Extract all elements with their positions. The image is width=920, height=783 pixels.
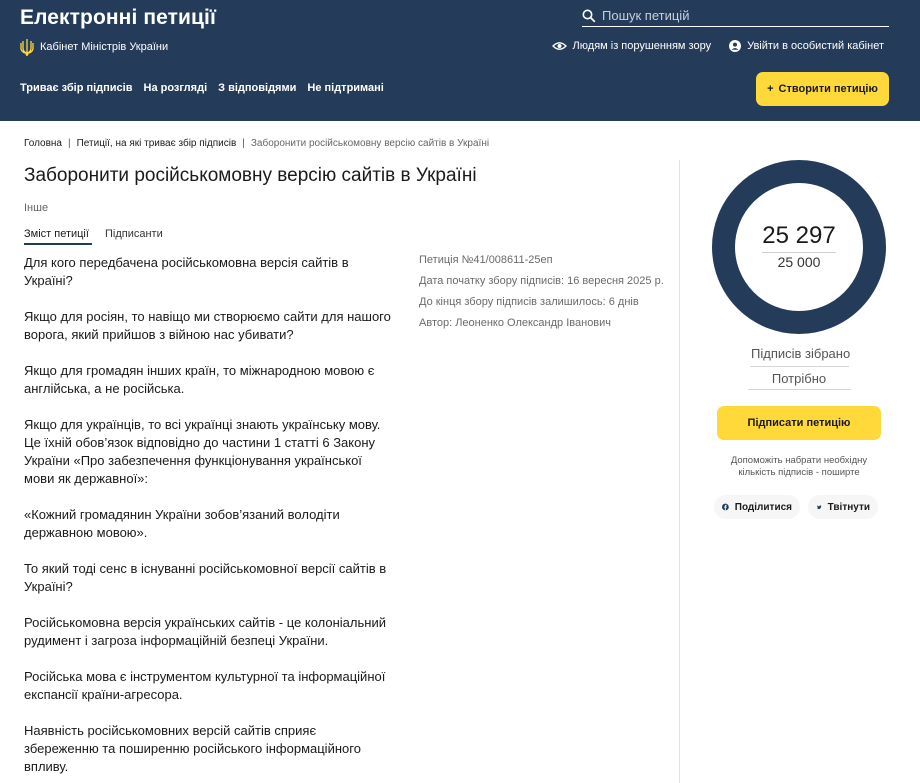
share-buttons [714,495,878,519]
cabinet-label: Кабінет Міністрів України [40,41,169,53]
breadcrumb-section[interactable]: Петиції, на які триває збір підписів [76,138,237,149]
petition-paragraph: «Кожний громадянин України зобов’язаний володіти державною мовою». [24,507,340,540]
petition-paragraph: Російська мова є інструментом культурної та інформаційної експансії країни-агресора. [24,669,386,702]
petition-paragraph: Якщо для громадян інших країн, то міжнародною мовою є англійська, а не російська. [24,363,375,396]
main-nav [20,82,384,94]
breadcrumb-current: Заборонити російськомовну версію сайтів в Україні [250,138,490,149]
petition-start-date: Дата початку збору підписів: 16 вересня 2025 р. [419,275,664,287]
accessibility-link[interactable] [552,40,712,52]
share-facebook-label: Поділитися [734,501,792,513]
petition-paragraph: Для кого передбачена російськомовна версія сайтів в Україні? [24,255,349,288]
share-twitter-label: Твітнути [827,501,870,513]
petition-paragraph: Якщо для українців, то всі українці знають українську мову. Це їхній обов’язок відповідно до частини 1 статті 6 Закону України «Про забезпечення функціонування української мови як державної»: [24,417,381,486]
site-header [0,0,920,121]
petition-paragraph: Якщо для росіян, то навіщо ми створюємо сайти для нашого ворога, який прийшов з війною нас убивати? [24,309,391,342]
search-bar[interactable] [582,5,889,27]
create-petition-button[interactable] [756,72,889,106]
share-facebook-button[interactable] [714,495,800,519]
signatures-collected-count: 25 297 [762,222,836,249]
search-input[interactable] [602,8,872,23]
breadcrumb-separator: | [68,138,71,149]
nav-not-supported[interactable]: Не підтримані [307,82,384,94]
top-links [552,40,884,52]
trident-icon [20,38,34,56]
label-divider [748,389,851,390]
required-label: Потрібно [771,371,827,386]
tab-content[interactable]: Зміст петиції [24,228,92,245]
share-twitter-button[interactable] [808,495,878,519]
breadcrumb-separator: | [242,138,245,149]
nav-collecting[interactable]: Триває збір підписів [20,82,133,94]
petition-paragraph: То який тоді сенс в існуванні російськомовної версії сайтів в Україні? [24,561,387,594]
login-label: Увійти в особистий кабінет [747,40,884,52]
search-icon[interactable] [582,9,596,23]
collected-label: Підписів зібрано [751,346,851,361]
plus-icon: + [767,83,774,95]
count-divider [762,252,836,253]
site-title[interactable]: Електронні петиції [20,6,216,29]
user-icon [729,40,741,52]
nav-under-review[interactable]: На розгляді [143,82,208,94]
sign-petition-button[interactable]: Підписати петицію [717,406,881,440]
signatures-required-count: 25 000 [777,254,821,270]
accessibility-label: Людям із порушенням зору [572,40,712,52]
tab-signers[interactable]: Підписанти [105,228,163,240]
login-link[interactable] [729,40,884,52]
eye-icon [552,41,567,51]
twitter-bird-icon [816,501,822,514]
petition-meta [419,254,669,338]
petition-category: Інше [24,202,49,214]
label-divider [750,366,849,367]
petition-author[interactable]: Автор: Леоненко Олександр Іванович [419,317,612,329]
petition-days-left: До кінця збору підписів залишилось: 6 днів [419,296,639,308]
petition-paragraph: Російськомовна версія українських сайтів - це колоніальний рудимент і загроза інформаційній безпеці України. [24,615,386,648]
nav-answered[interactable]: З відповідями [218,82,297,94]
petition-paragraph: Наявність російськомовних версій сайтів сприяє збереженню та поширенню російського інформаційного впливу. [24,723,361,774]
breadcrumb-home[interactable]: Головна [24,138,62,149]
petition-title: Заборонити російськомовну версію сайтів в Україні [24,165,477,186]
share-help-text: Допоможіть набрати необхідну кількість підписів - поширте [730,455,868,478]
petition-number: Петиція №41/008611-25еп [419,254,553,266]
column-divider [679,160,680,783]
breadcrumb [24,138,489,149]
create-petition-label: Створити петицію [778,83,878,95]
petition-tabs [24,228,163,245]
cabinet-logo[interactable] [20,38,168,56]
facebook-icon [722,500,729,514]
petition-body [24,254,394,783]
